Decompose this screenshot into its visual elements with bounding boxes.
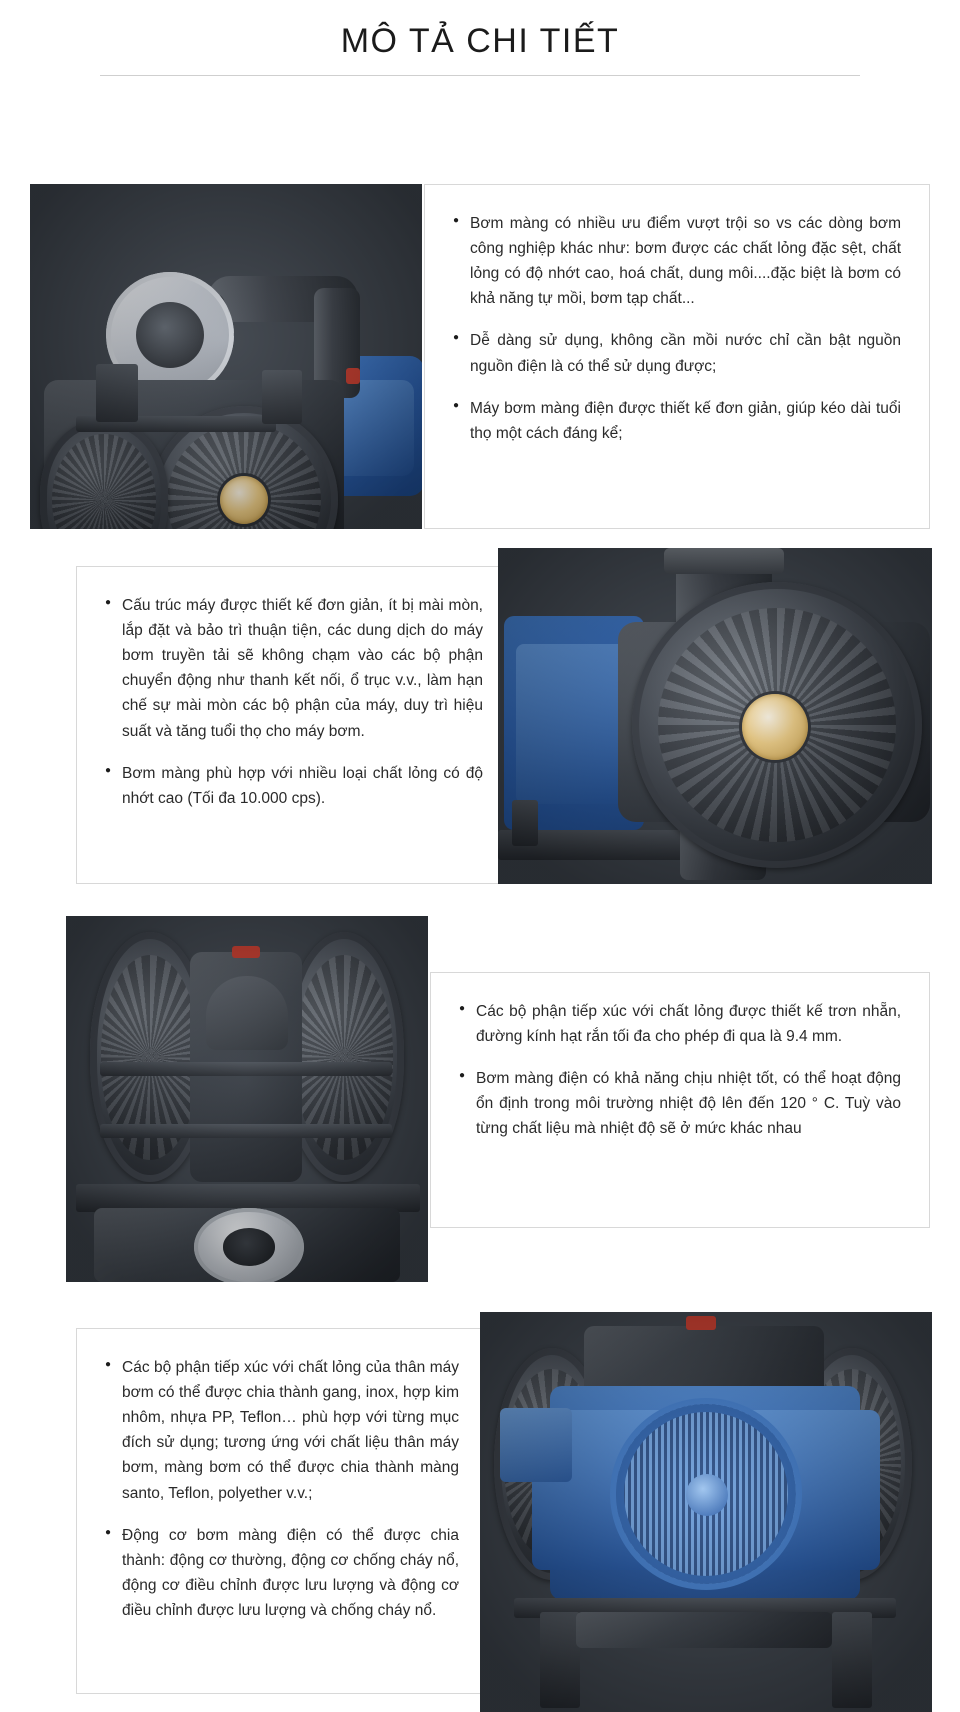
section-1-paragraph-1: ● Bơm màng có nhiều ưu điểm vượt trội so vs các dòng bơm công nghiệp khác như: bơm được các chất lỏng đặc sệt, chất lỏng có độ nhớt cao, hoá chất, dung môi....đặc biệt là bơm có khả năng tự mồi, bơm tạp chất... xyxy=(453,211,901,311)
section-4-textbox xyxy=(76,1328,488,1694)
section-3-textbox xyxy=(430,972,930,1228)
page-title: MÔ TẢ CHI TIẾT xyxy=(340,22,620,60)
section-2-paragraph-2: ● Bơm màng phù hợp với nhiều loại chất lỏng có độ nhớt cao (Tối đa 10.000 cps). xyxy=(105,761,483,811)
pump-photo-angled xyxy=(30,184,422,529)
section-2-textbox xyxy=(76,566,512,884)
section-2-paragraph-1: ● Cấu trúc máy được thiết kế đơn giản, ít bị mài mòn, lắp đặt và bảo trì thuận tiện, các dung dịch do máy bơm truyền tải sẽ không chạm vào các bộ phận chuyển động như thanh kết nối, ổ trục v.v., làm hạn chế sự mài mòn các bộ phận của máy, duy trì hiệu suất và tăng tuổi thọ cho máy bơm. xyxy=(105,593,483,744)
pump-photo-front xyxy=(498,548,932,884)
pump-photo-motor xyxy=(480,1312,932,1712)
section-4-paragraph-2: ● Động cơ bơm màng điện có thể được chia thành: động cơ thường, động cơ chống cháy nổ, động cơ điều chỉnh được lưu lượng và động cơ điều chỉnh được lưu lượng và chống cháy nổ. xyxy=(105,1523,459,1623)
section-3-paragraph-2: ● Bơm màng điện có khả năng chịu nhiệt tốt, có thể hoạt động ổn định trong môi trường nhiệt độ lên đến 120 ° C. Tuỳ vào từng chất liệu mà nhiệt độ sẽ ở mức khác nhau xyxy=(459,1066,901,1141)
section-1-paragraph-3: ● Máy bơm màng điện được thiết kế đơn giản, giúp kéo dài tuổi thọ một cách đáng kể; xyxy=(453,396,901,446)
section-1-paragraph-2: ● Dễ dàng sử dụng, không cần mồi nước chỉ cần bật nguồn nguồn điện là có thể sử dụng được; xyxy=(453,328,901,378)
section-3-paragraph-1: ● Các bộ phận tiếp xúc với chất lỏng được thiết kế trơn nhẵn, đường kính hạt rắn tối đa cho phép đi qua là 9.4 mm. xyxy=(459,999,901,1049)
pump-photo-rear xyxy=(66,916,428,1282)
section-4-paragraph-1: ● Các bộ phận tiếp xúc với chất lỏng của thân máy bơm có thể được chia thành gang, inox, hợp kim nhôm, nhựa PP, Teflon… phù hợp với từng mục đích sử dụng; tương ứng với chất liệu thân máy bơm, màng bơm có thể được chia thành màng santo, Teflon, polyether v.v.; xyxy=(105,1355,459,1506)
title-divider xyxy=(100,75,860,76)
section-1-textbox xyxy=(424,184,930,529)
page-header xyxy=(0,0,960,76)
